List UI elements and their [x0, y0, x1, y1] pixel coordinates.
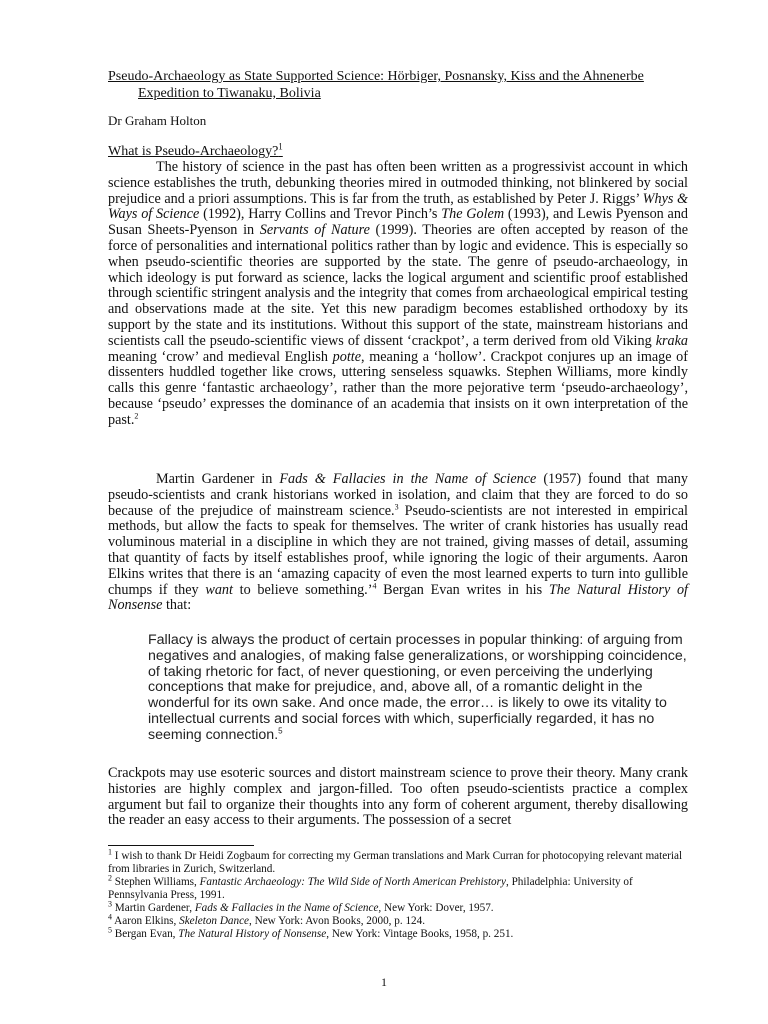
- book-title: Fads & Fallacies in the Name of Science: [279, 471, 537, 487]
- section-heading-text: What is Pseudo-Archaeology?: [108, 144, 279, 159]
- book-title: Fads & Fallacies in the Name of Science,: [194, 902, 382, 914]
- footnote-ref: 5: [278, 726, 283, 736]
- footnote-ref: 1: [278, 141, 283, 152]
- book-title: The Natural History of Nonsense: [108, 581, 688, 614]
- text-run: Pseudo-scientists are not interested in empirical methods, but allow the facts to speak for themselves. The writer of crank histories has usually read voluminous material in a discipline in which they are not trained, giving masses of detail, assuming that quantity of facts by itself establishes proof, while ignoring the logic of their arguments. Aaron Elkins writes that there is an ‘amazing capacity of even the most learned experts to turn into gullible chumps if they: [108, 502, 688, 598]
- footnote-text: Martin Gardener,: [112, 902, 195, 914]
- footnotes: [108, 847, 688, 941]
- title-line-1: Pseudo-Archaeology as State Supported Science: Hörbiger, Posnansky, Kiss and the Ahnenerbe: [108, 69, 644, 84]
- text-run: (1957) found that many pseudo-scientists and crank historians worked in isolation, and claim that they are forced to do so because of the prejudice of mainstream science.: [108, 471, 688, 519]
- paragraph-text: Crackpots may use esoteric sources and distort mainstream science to prove their theory. Many crank histories are highly complex and jargon-filled. Too often pseudo-scientists practice a complex argument but fail to organize their thoughts into any form of coherent argument, thereby disallowing the reader an easy access to their arguments. The possession of a secret: [108, 765, 688, 829]
- footnote-text: , New York: Avon Books, 2000, p. 124.: [249, 915, 426, 927]
- text-run: (1993), and Lewis Pyenson and Susan Sheets-Pyenson in: [108, 206, 689, 239]
- footnote-text: Aaron Elkins,: [112, 915, 180, 927]
- book-title: The Natural History of Nonsense: [178, 928, 327, 940]
- footnote-1: [108, 847, 688, 876]
- quote-text: Fallacy is always the product of certain processes in popular thinking: of arguing from negatives and analogies, of making false generalizations, or worshipping coincidence, of taking rhetoric for fact, of never questioning, or even perceiving the underlying conceptions that make for prejudice, and, above all, of a romantic delight in the wonderful for its own sake. And once made, the error… is likely to owe its vitality to intellectual currents and social forces with which, superficially regarded, it has no seeming connection.: [148, 632, 687, 743]
- footnote-ref: 3: [394, 501, 399, 511]
- text-run: (1992), Harry Collins and Trevor Pinch’s: [199, 206, 442, 223]
- text-run: meaning ‘crow’ and medieval English: [108, 348, 333, 365]
- footnote-2: [108, 873, 688, 902]
- text-run: to believe something.’: [232, 581, 373, 598]
- book-title: Fantastic Archaeology: The Wild Side of North American Prehistory: [199, 876, 506, 888]
- footnote-text: , New York: Vintage Books, 1958, p. 251.: [326, 928, 514, 940]
- page-number: 1: [381, 975, 387, 989]
- text-run: The history of science in the past has often been written as a progressivist account in which science establishes the truth, debunking theories mired in outmoded thinking, not blinkered by social prejudice and a priori assumptions. This is far from the truth, as established by Peter J. Riggs’: [108, 159, 688, 207]
- paragraph-3: [108, 766, 688, 829]
- text-run: Martin Gardener in: [156, 471, 280, 487]
- footnote-text: Bergan Evan,: [112, 928, 179, 940]
- foreign-word: kraka: [655, 332, 688, 349]
- footnote-text: Stephen Williams,: [112, 876, 200, 888]
- author-name: Dr Graham Holton: [108, 113, 207, 128]
- book-title: Whys & Ways of Science: [108, 190, 688, 223]
- document-title: [108, 68, 708, 102]
- text-run: (1999). Theories are often accepted by reason of the force of personalities and international politics rather than by logic and evidence. This is especially so when pseudo-scientific theories are supported by the state. The genre of pseudo-archaeology, in which ideology is put forward as science, lacks the logical argument and scientific proof established through scientific stringent analysis and the integrity that comes from archaeological empirical testing and observations made at the site. Yet this new paradigm becomes established orthodoxy by its support by the state and its institutions. Without this support of the state, mainstream historians and scientists call the pseudo-scientific views of dissent ‘crackpot’, a term derived from old Viking: [108, 222, 689, 349]
- footnote-ref: 4: [372, 580, 377, 590]
- text-run: Bergan Evan writes in his: [376, 581, 549, 598]
- title-line-2: Expedition to Tiwanaku, Bolivia: [138, 86, 321, 101]
- foreign-word: potte: [332, 348, 362, 365]
- footnote-number: 5: [108, 925, 112, 935]
- section-heading: [108, 141, 283, 160]
- book-title: The Golem: [441, 206, 505, 223]
- footnote-4: [108, 912, 688, 928]
- footnote-5: [108, 925, 688, 941]
- footnote-3: [108, 899, 688, 915]
- block-quote: [148, 633, 690, 744]
- text-run: , meaning a ‘hollow’. Crackpot conjures up an image of dissenters huddled together like crows, uttering senseless squawks. Stephen Williams, more kindly calls this genre ‘fantastic archaeology’, rather than the more pejorative term ‘pseudo-archaeology’, because ‘pseudo’ expresses the dominance of an academia that insists on it own interpretation of the past.: [108, 348, 688, 428]
- book-title: Servants of Nature: [259, 222, 370, 239]
- paragraph-2: [108, 472, 688, 614]
- footnote-ref: 2: [134, 411, 139, 421]
- paragraph-1: [108, 160, 688, 429]
- text-run: that:: [162, 597, 192, 614]
- footnote-number: 4: [108, 912, 112, 922]
- footnote-number: 1: [108, 847, 112, 857]
- footnote-separator: [108, 845, 254, 846]
- footnote-text: New York: Dover, 1957.: [381, 902, 494, 914]
- footnote-text: , Philadelphia: University of Pennsylvania Press, 1991.: [108, 876, 633, 901]
- emphasis: want: [205, 581, 233, 598]
- book-title: Skeleton Dance: [179, 915, 250, 927]
- footnote-text: I wish to thank Dr Heidi Zogbaum for correcting my German translations and Mark Curran for photocopying relevant material from libraries in Zurich, Switzerland.: [108, 850, 683, 875]
- footnote-number: 3: [108, 899, 112, 909]
- footnote-number: 2: [108, 873, 112, 883]
